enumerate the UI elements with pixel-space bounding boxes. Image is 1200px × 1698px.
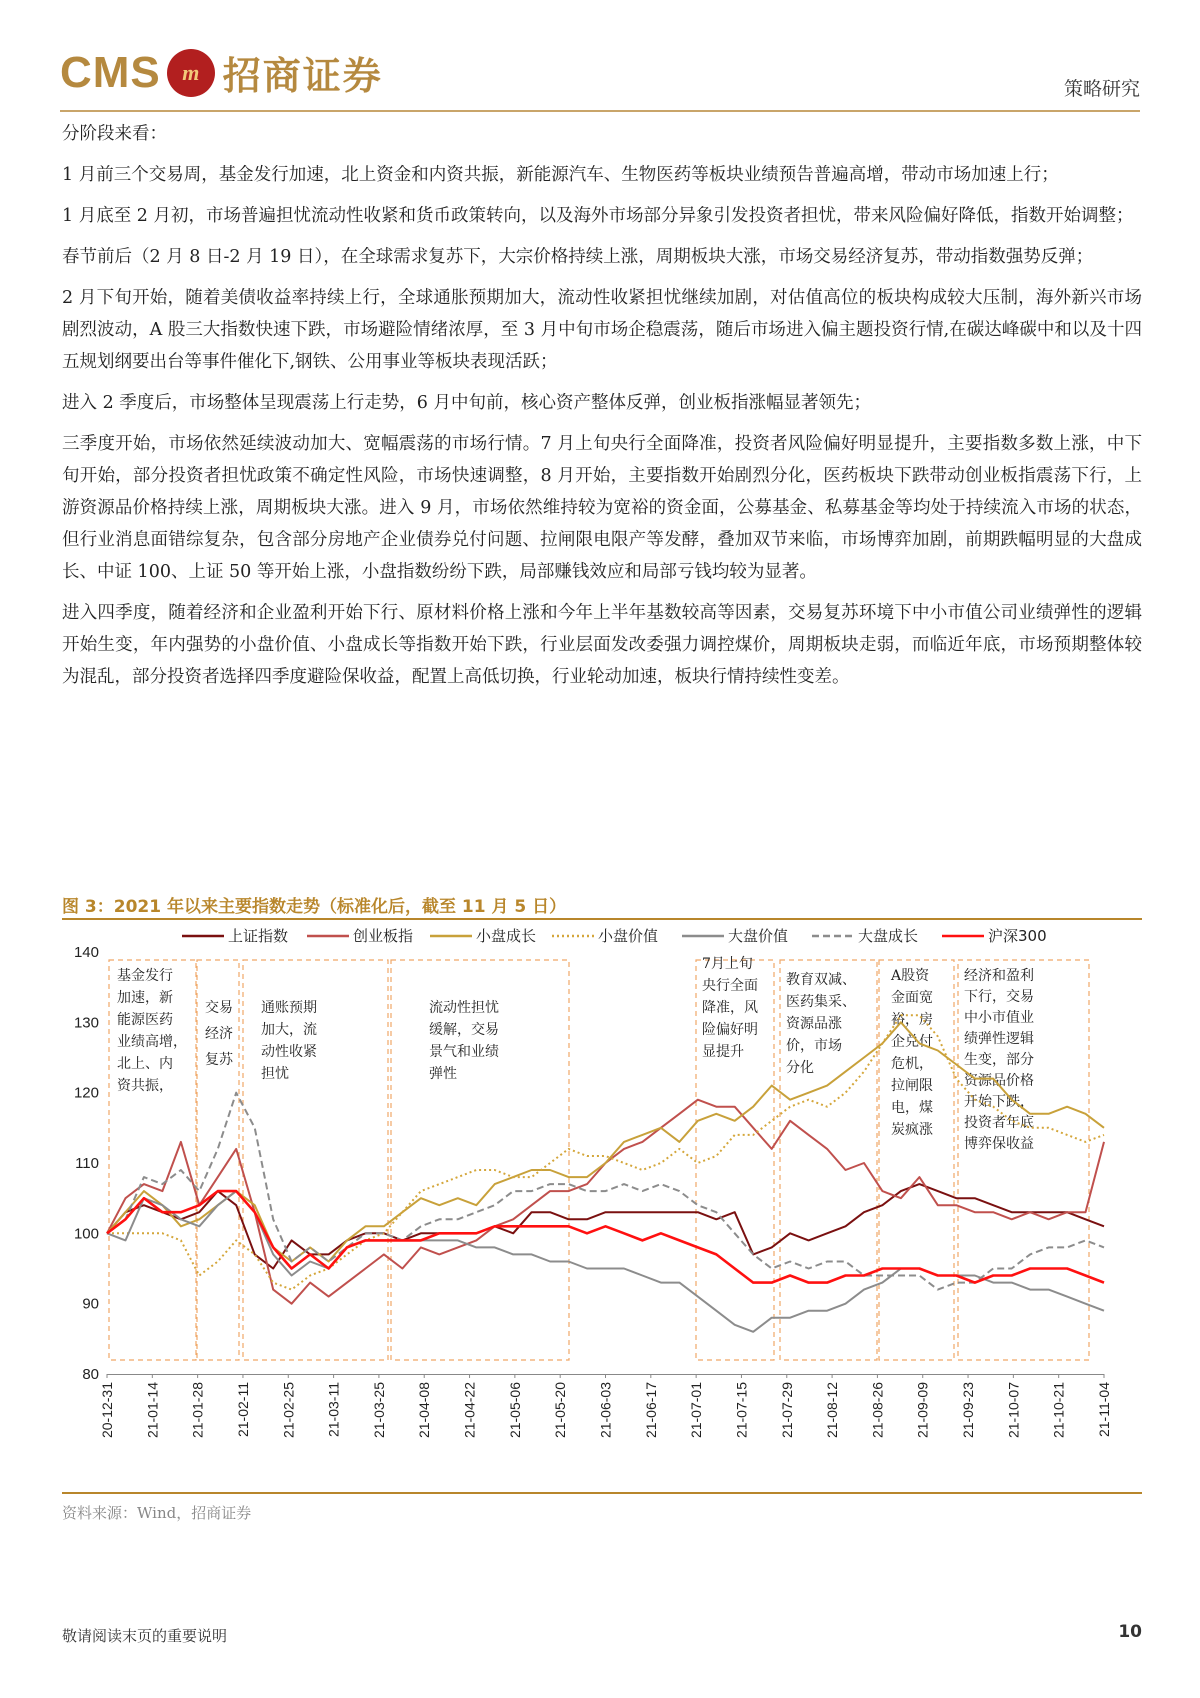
x-tick-label: 21-01-28 — [189, 1382, 206, 1439]
logo-badge-icon: m — [167, 49, 215, 97]
phase-annotation-line: 业绩高增， — [117, 1034, 187, 1050]
phase-annotation-line: 能源医药 — [117, 1012, 173, 1028]
phase-annotation-line: 炭疯涨 — [891, 1122, 933, 1138]
x-tick-label: 21-04-08 — [416, 1382, 433, 1439]
phase-annotation-line: 基金发行 — [117, 968, 173, 984]
phase-annotation-line: 资源品涨 — [786, 1016, 842, 1032]
legend-label: 大盘价值 — [728, 927, 789, 945]
x-tick-label: 21-04-22 — [461, 1382, 478, 1439]
figure-title: 图 3：2021 年以来主要指数走势（标准化后，截至 11 月 5 日） — [62, 897, 567, 917]
phase-annotation-line: 经济和盈利 — [964, 968, 1034, 984]
paragraph: 分阶段来看： — [62, 124, 167, 144]
phase-annotation-line: 担忧 — [261, 1066, 289, 1082]
x-tick-label: 21-08-12 — [824, 1382, 841, 1439]
phase-annotation-line: 弹性 — [429, 1066, 457, 1082]
x-tick-label: 21-07-29 — [778, 1382, 795, 1439]
source-note: 资料来源：Wind，招商证券 — [62, 1504, 252, 1522]
phase-annotation-line: 流动性担忧 — [429, 1000, 499, 1016]
x-tick-label: 21-07-15 — [733, 1382, 750, 1439]
phase-annotation-line: 通账预期 — [261, 1000, 317, 1016]
logo-chinese-text: 招商证券 — [222, 53, 383, 98]
x-tick-label: 21-02-11 — [234, 1382, 251, 1438]
phase-annotation-line: 动性收紧 — [261, 1044, 317, 1060]
y-tick-label: 90 — [82, 1295, 99, 1313]
paragraph: 1 月前三个交易周，基金发行加速，北上资金和内资共振，新能源汽车、生物医药等板块业绩预告普遍高增，带动市场加速上行； — [62, 165, 1059, 185]
phase-annotation-line: 显提升 — [702, 1044, 744, 1060]
page-header — [60, 40, 1140, 110]
phase-annotation-line: 教育双减、 — [786, 972, 856, 988]
y-tick-label: 110 — [75, 1155, 99, 1172]
phase-annotation-line: 分化 — [786, 1060, 814, 1076]
paragraph: 进入四季度，随着经济和企业盈利开始下行、原材料价格上涨和今年上半年基数较高等因素，交易复苏环境下中小市值公司业绩弹性的逻辑开始生变，年内强势的小盘价值、小盘成长等指数开始下跌，行业层面发改委强力调控煤价，周期板块走弱，而临近年底，市场预期整体较为混乱，部分投资者选择四季度避险保收益，配置上高低切换，行业轮动加速，板块行情持续性变差。 — [62, 603, 1142, 687]
figure-bottom-divider — [62, 1492, 1142, 1494]
phase-annotation-line: 7月上旬 — [702, 956, 753, 972]
x-tick-label: 21-07-01 — [688, 1382, 705, 1439]
y-tick-label: 130 — [73, 1014, 99, 1032]
x-tick-label: 21-11-04 — [1096, 1382, 1112, 1438]
legend-label: 沪深300 — [988, 927, 1047, 945]
phase-annotation-line: 企兑付 — [891, 1034, 933, 1050]
phase-annotation-line: 交易 — [205, 1000, 233, 1016]
x-tick-label: 21-03-25 — [370, 1382, 387, 1439]
paragraph: 进入 2 季度后，市场整体呈现震荡上行走势，6 月中旬前，核心资产整体反弹，创业板指涨幅显著领先； — [62, 393, 871, 413]
x-tick-label: 21-02-25 — [280, 1382, 297, 1439]
x-tick-label: 21-09-23 — [960, 1382, 977, 1439]
y-tick-label: 140 — [73, 944, 99, 961]
phase-annotation-line: 资共振， — [117, 1078, 173, 1094]
x-tick-label: 21-06-17 — [642, 1382, 659, 1439]
x-tick-label: 20-12-31 — [99, 1382, 115, 1439]
body-text — [62, 118, 1142, 702]
phase-annotation-line: 险偏好明 — [702, 1022, 758, 1038]
legend-label: 大盘成长 — [858, 927, 919, 945]
phase-annotation-line: A股资 — [891, 968, 930, 984]
phase-annotation-line: 中小市值业 — [964, 1010, 1034, 1026]
y-tick-label: 120 — [73, 1084, 99, 1102]
phase-annotation-line: 危机， — [891, 1056, 933, 1072]
x-tick-label: 21-10-21 — [1050, 1382, 1067, 1439]
index-line-chart — [62, 922, 1144, 1488]
phase-annotation-line: 绩弹性逻辑 — [964, 1031, 1034, 1047]
phase-annotation-line: 下行，交易 — [964, 989, 1034, 1005]
x-tick-label: 21-03-11 — [325, 1382, 342, 1438]
x-tick-label: 21-06-03 — [597, 1382, 614, 1439]
phase-box — [243, 960, 388, 1360]
paragraph: 2 月下旬开始，随着美债收益率持续上行，全球通胀预期加大，流动性收紧担忧继续加剧，对估值高位的板块构成较大压制，海外新兴市场剧烈波动，A 股三大指数快速下跌，市场避险情绪浓厚，至 3 月中旬市场企稳震荡，随后市场进入偏主题投资行情,在碳达峰碳中和以及十四五规划纲要出台等事件催化下,钢铁、公用事业等板块表现活跃； — [62, 288, 1142, 372]
footer-note: 敬请阅读末页的重要说明 — [62, 1627, 228, 1645]
phase-annotation-line: 裕，房 — [891, 1012, 933, 1028]
phase-annotation-line: 北上、内 — [117, 1056, 173, 1072]
figure-title-divider — [62, 918, 1142, 920]
phase-annotation-line: 资源品价格 — [964, 1073, 1034, 1089]
phase-box — [696, 960, 774, 1360]
page-number: 10 — [1118, 1622, 1142, 1642]
y-tick-label: 80 — [82, 1366, 99, 1383]
phase-annotation-line: 开始下跌， — [964, 1094, 1034, 1110]
phase-annotation-line: 经济 — [205, 1026, 233, 1042]
x-tick-label: 21-05-20 — [552, 1382, 569, 1439]
phase-annotation-line: 复苏 — [205, 1052, 233, 1068]
legend-label: 创业板指 — [353, 927, 414, 945]
phase-annotation-line: 博弈保收益 — [964, 1136, 1034, 1152]
x-tick-label: 21-01-14 — [144, 1382, 161, 1439]
header-divider — [60, 110, 1140, 112]
phase-annotation-line: 医药集采、 — [786, 994, 856, 1010]
phase-annotation-line: 投资者年底 — [964, 1115, 1034, 1131]
phase-annotation-line: 金面宽 — [891, 990, 933, 1006]
logo-cms-text: CMS — [60, 47, 161, 97]
phase-annotation-line: 电，煤 — [891, 1100, 933, 1116]
brand-logo — [60, 45, 383, 100]
paragraph: 春节前后（2 月 8 日-2 月 19 日），在全球需求复苏下，大宗价格持续上涨，周期板块大涨，市场交易经济复苏，带动指数强势反弹； — [62, 247, 1094, 267]
phase-annotation-line: 生变，部分 — [964, 1052, 1034, 1068]
x-tick-label: 21-10-07 — [1005, 1382, 1022, 1439]
phase-annotation-line: 景气和业绩 — [429, 1044, 499, 1060]
paragraph: 1 月底至 2 月初，市场普遍担忧流动性收紧和货币政策转向，以及海外市场部分异象引发投资者担忧，带来风险偏好降低，指数开始调整； — [62, 206, 1134, 226]
x-tick-label: 21-05-06 — [506, 1382, 523, 1439]
phase-box — [197, 960, 239, 1360]
x-tick-label: 21-09-09 — [914, 1382, 931, 1439]
phase-annotation-line: 拉闸限 — [891, 1078, 933, 1094]
paragraph: 三季度开始，市场依然延续波动加大、宽幅震荡的市场行情。7 月上旬央行全面降准，投资者风险偏好明显提升，主要指数多数上涨，中下旬开始，部分投资者担忧政策不确定性风险，市场快速调整，8 月开始，主要指数开始剧烈分化，医药板块下跌带动创业板指震荡下行，上游资源品价格持续上涨，周期板块大涨。进入 9 月，市场依然维持较为宽裕的资金面，公募基金、私募基金等均处于持续流入市场的状态，但行业消息面错综复杂，包含部分房地产企业债券兑付问题、拉闸限电限产等发酵，叠加双节来临，市场博弈加剧，前期跌幅明显的大盘成长、中证 100、上证 50 等开始上涨，小盘指数纷纷下跌，局部赚钱效应和局部亏钱均较为显著。 — [62, 434, 1142, 582]
x-tick-label: 21-08-26 — [869, 1382, 886, 1439]
legend-label: 小盘成长 — [476, 927, 537, 945]
section-label: 策略研究 — [1063, 78, 1140, 100]
phase-annotation-line: 加大，流 — [261, 1022, 317, 1038]
phase-annotation-line: 降准，风 — [702, 1000, 758, 1016]
phase-annotation-line: 价，市场 — [786, 1038, 842, 1054]
legend-label: 小盘价值 — [598, 927, 659, 945]
legend-label: 上证指数 — [228, 927, 289, 945]
phase-annotation-line: 缓解，交易 — [429, 1022, 499, 1038]
y-tick-label: 100 — [73, 1225, 99, 1243]
phase-box — [391, 960, 569, 1360]
phase-annotation-line: 加速，新 — [117, 990, 173, 1006]
phase-annotation-line: 央行全面 — [702, 978, 758, 994]
